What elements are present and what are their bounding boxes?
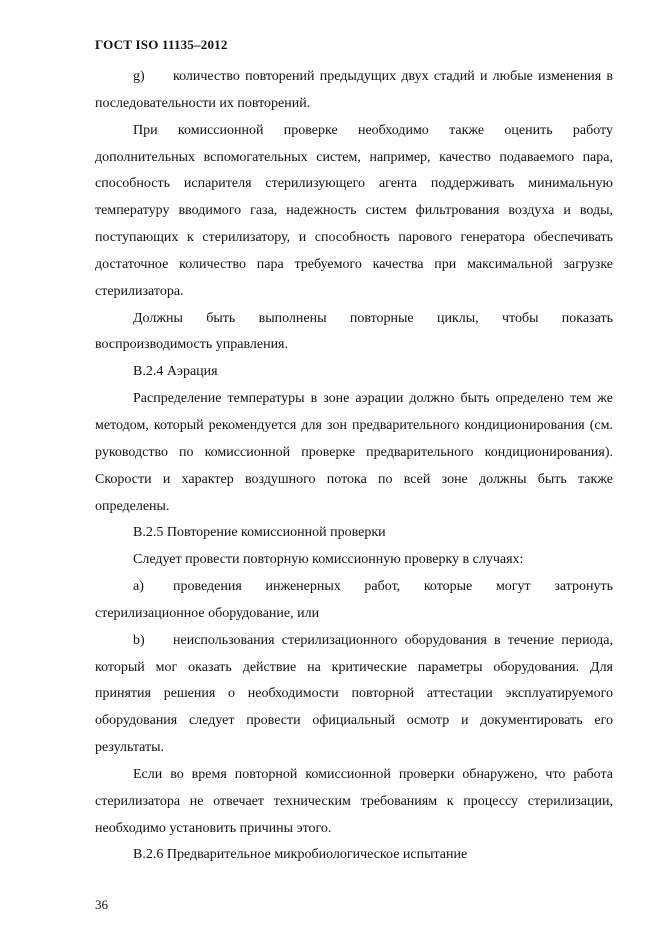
page-number: 36 [95, 897, 108, 912]
list-item-a [95, 574, 613, 628]
section-heading-microbiological-test: B.2.6 Предварительное микробиологическое испытание [133, 847, 468, 863]
paragraph-auxiliary-systems: При комиссионной проверке необходимо также оценить работу дополнительных вспомогательных систем, например, качество подаваемого пара, способность испарителя стерилизующего агента поддерживать минимальную температуру вводимого газа, надежность систем фильтрования воздуха и воды, поступающих к стерилизатору, и способность парового генератора обеспечивать достаточное количество пара требуемого качества при максимальной загрузке стерилизатора. [95, 122, 613, 299]
list-item-text: количество повторений предыдущих двух стадий и любые изменения в последовательности их повторений. [95, 69, 613, 111]
section-heading-aeration: B.2.4 Аэрация [133, 364, 218, 380]
list-item-b [95, 628, 613, 762]
paragraph-failure-causes: Если во время повторной комиссионной проверки обнаружено, что работа стерилизатора не отвечает техническим требованиям к процессу стерилизации, необходимо установить причины этого. [95, 766, 613, 836]
list-marker: a) [133, 579, 144, 595]
section-heading-requalification: B.2.5 Повторение комиссионной проверки [133, 525, 386, 541]
page-body [95, 64, 613, 869]
paragraph-repeat-cycles: Должны быть выполнены повторные циклы, чтобы показать воспроизводимость управления. [95, 310, 613, 353]
paragraph-requalification-intro: Следует провести повторную комиссионную проверку в случаях: [133, 552, 524, 568]
list-item-g [95, 64, 613, 118]
list-marker: b) [133, 632, 145, 648]
paragraph-aeration: Распределение температуры в зоне аэрации должно быть определено тем же методом, который рекомендуется для зон предварительного кондиционирования (см. руководство по комиссионной проверке предварительного кондиционирования). Скорости и характер воздушного потока по всей зоне должны быть также определены. [95, 391, 613, 514]
document-header: ГОСТ ISO 11135–2012 [95, 37, 228, 52]
list-item-text: проведения инженерных работ, которые могут затронуть стерилизационное оборудование, или [95, 579, 613, 621]
list-marker: g) [133, 69, 145, 84]
list-item-text: неиспользования стерилизационного оборудования в течение периода, который мог оказать действие на критические параметры оборудования. Для принятия решения о необходимости повторной аттестации эксплуатируемого оборудования следует провести официальный осмотр и документировать его результаты. [95, 632, 613, 756]
